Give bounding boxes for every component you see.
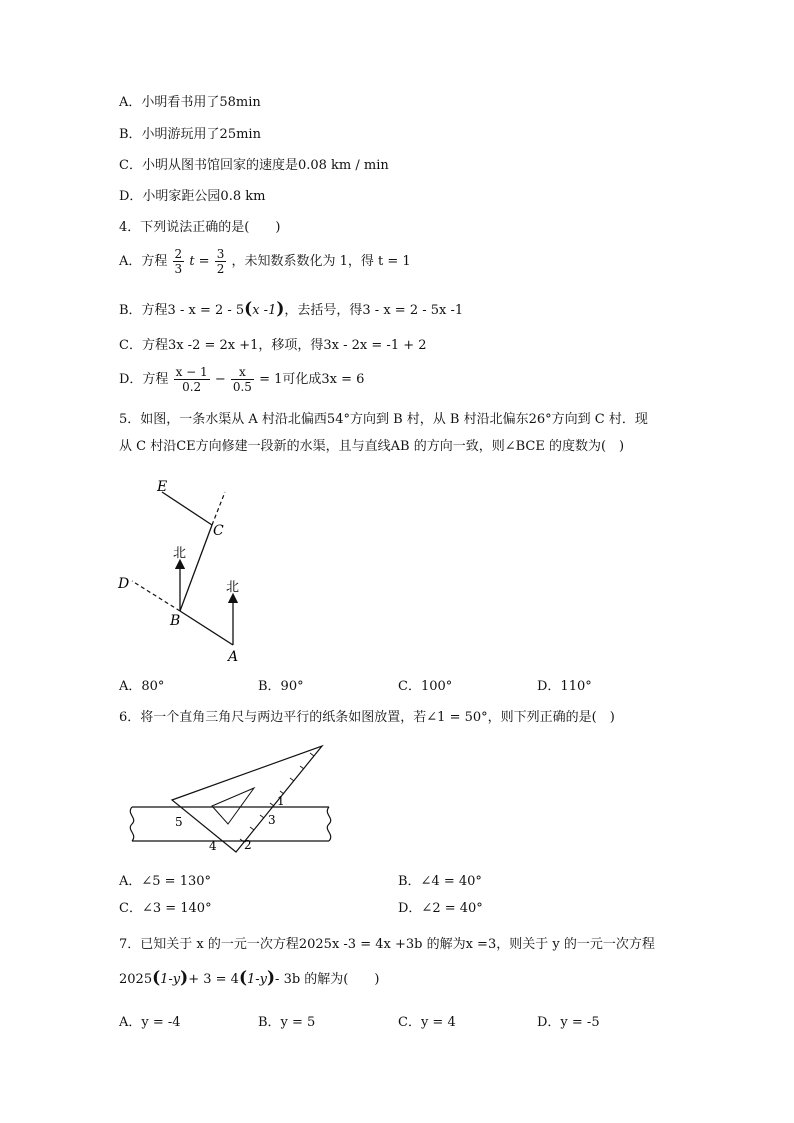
q4-stem: 4．下列说法正确的是( )	[119, 220, 281, 235]
q7-option-c: C．y = 4	[398, 1015, 456, 1030]
q6-option-d: D．∠2 = 40°	[398, 901, 483, 916]
q4-d-fraction-2	[231, 365, 254, 394]
q4-d-f1-num: x − 1	[175, 365, 208, 379]
q7-option-a: A．y = -4	[119, 1015, 181, 1030]
q4-a-prefix: A．方程	[119, 254, 168, 269]
q4-d-f2-num: x	[231, 365, 254, 380]
q4-a-f1-den: 3	[174, 262, 183, 276]
q5-option-d: D．110°	[537, 679, 592, 694]
q7-option-b: B．y = 5	[258, 1015, 316, 1030]
q4-d-prefix: D．方程	[119, 372, 169, 387]
extension-beyond-c	[212, 492, 225, 525]
triangle-ruler-inner	[212, 788, 254, 824]
q3-option-c: C．小明从图书馆回家的速度是0.08 km / min	[119, 158, 389, 173]
label-north-a: 北	[226, 580, 240, 595]
q7-paren-1: 1-y	[160, 972, 181, 987]
q7-stem-line1: 7．已知关于 x 的一元一次方程2025x -3 = 4x +3b 的解为x =3，则关于 y 的一元一次方程	[119, 937, 655, 952]
q7-rparen-2: )	[267, 968, 276, 988]
q5-option-a: A．80°	[119, 679, 165, 694]
q4-d-suffix: = 1可化成3x = 6	[259, 372, 365, 387]
q4-option-c: C．方程3x -2 = 2x +1，移项，得3x - 2x = -1 + 2	[119, 338, 427, 353]
q4-b-lparen: (	[244, 299, 253, 319]
q4-a-fraction-2	[215, 247, 227, 276]
q7-stem-line2	[119, 969, 379, 989]
q4-a-fraction-1	[173, 247, 185, 276]
q4-a-suffix: ，未知数系数化为 1，得 t = 1	[231, 254, 411, 269]
q5-stem-line2: 从 C 村沿CE方向修建一段新的水渠，且与直线AB 的方向一致，则∠BCE 的度数为( )	[119, 439, 625, 454]
label-angle-4: 4	[209, 839, 217, 853]
q7-tail: - 3b 的解为( )	[275, 972, 380, 987]
label-angle-3: 3	[268, 813, 276, 827]
segment-bc	[180, 525, 212, 611]
q7-paren-2: 1-y	[246, 972, 267, 987]
label-e: E	[157, 479, 168, 495]
q7-lparen-1: (	[152, 968, 161, 988]
label-b: B	[170, 613, 181, 629]
label-d: D	[118, 576, 130, 592]
q6-option-b: B．∠4 = 40°	[398, 874, 482, 889]
q4-a-f2-num: 3	[216, 247, 225, 261]
label-a: A	[228, 649, 239, 665]
q4-d-f1-den: 0.2	[182, 380, 202, 394]
q7-lparen-2: (	[238, 968, 247, 988]
q6-stem: 6．将一个直角三角尺与两边平行的纸条如图放置，若∠1 = 50°，则下列正确的是( )	[119, 710, 615, 725]
q5-figure	[112, 478, 282, 668]
label-north-b: 北	[173, 546, 187, 561]
q3-option-a: A．小明看书用了58min	[119, 95, 261, 110]
q4-d-f2-den: 0.5	[232, 380, 252, 394]
segment-ec	[162, 492, 212, 525]
strip-right-end	[327, 807, 330, 841]
strip-left-end	[130, 807, 133, 841]
q6-option-a: A．∠5 = 130°	[119, 874, 212, 889]
q4-b-rparen: )	[276, 299, 285, 319]
q4-option-a	[119, 247, 411, 276]
q4-a-f2-den: 2	[216, 262, 225, 276]
segment-ba	[180, 611, 233, 645]
q5-option-b: B．90°	[258, 679, 304, 694]
q3-option-b: B．小明游玩用了25min	[119, 127, 261, 142]
q4-a-mid: t =	[189, 254, 210, 269]
q4-b-suffix: ，去括号，得3 - x = 2 - 5x -1	[284, 303, 464, 318]
q4-b-prefix: B．方程3 - x = 2 - 5	[119, 303, 245, 318]
q3-option-d: D．小明家距公园0.8 km	[119, 189, 266, 204]
label-angle-1: 1	[277, 794, 285, 808]
label-angle-2: 2	[244, 838, 252, 852]
q4-option-b	[119, 300, 463, 320]
q7-rparen-1: )	[180, 968, 189, 988]
label-c: C	[213, 523, 224, 539]
q4-d-minus: −	[214, 372, 226, 387]
q7-coef: 2025	[119, 972, 153, 987]
q4-d-fraction-1	[174, 365, 210, 394]
q7-mid: + 3 = 4	[188, 972, 239, 987]
q5-stem-line1: 5．如图，一条水渠从 A 村沿北偏西54°方向到 B 村，从 B 村沿北偏东26°方向到 C 村．现	[119, 412, 648, 427]
q4-option-d	[119, 365, 364, 394]
q4-a-f1-num: 2	[174, 247, 183, 261]
q5-option-c: C．100°	[398, 679, 453, 694]
extension-bd	[132, 581, 180, 611]
q7-option-d: D．y = -5	[537, 1015, 600, 1030]
q4-b-paren-content: x -1	[252, 303, 277, 318]
label-angle-5: 5	[175, 815, 183, 829]
q6-option-c: C．∠3 = 140°	[119, 901, 212, 916]
triangle-ruler-outer	[172, 746, 322, 852]
q6-figure	[124, 742, 344, 857]
